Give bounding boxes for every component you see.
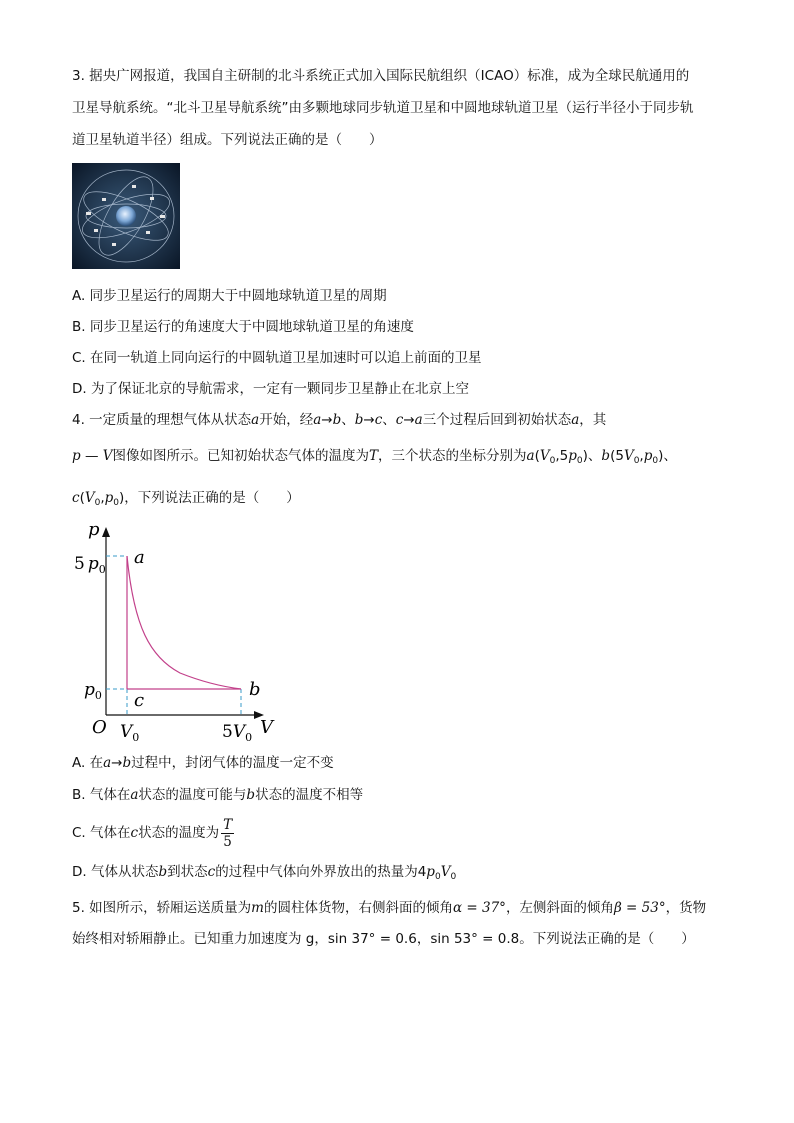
q4-stem-line2: p — V图像如图所示。已知初始状态气体的温度为T，三个状态的坐标分别为$a(V_0,5p_0)$、$b(5V_0,p_0)$、 — [72, 448, 677, 466]
q5-stem-line1: 5. 如图所示，轿厢运送质量为m的圆柱体货物，右侧斜面的倾角α = 37°，左侧斜面的倾角β = 53°，货物 — [72, 900, 707, 916]
origin-label: O — [92, 717, 107, 738]
y-axis-arrow — [102, 527, 110, 537]
curve-a-to-b — [127, 556, 241, 689]
point-a-label: a — [134, 547, 145, 568]
point-b-label: b — [249, 679, 261, 700]
q3-option-b[interactable]: B. 同步卫星运行的角速度大于中圆地球轨道卫星的角速度 — [72, 319, 414, 335]
q3-stem-line2: 卫星导航系统。“北斗卫星导航系统”由多颗地球同步轨道卫星和中圆地球轨道卫星（运行半径小于同步轨 — [72, 100, 694, 116]
q4-option-d[interactable]: D. 气体从状态b到状态c的过程中气体向外界放出的热量为$4p_0V_0$ — [72, 864, 457, 882]
q4-option-c[interactable]: C. 气体在c状态的温度为 $\frac{T}{5}$ — [72, 816, 233, 850]
q3-stem-line3: 道卫星轨道半径）组成。下列说法正确的是（ ） — [72, 132, 383, 148]
q3-option-d[interactable]: D. 为了保证北京的导航需求，一定有一颗同步卫星静止在北京上空 — [72, 381, 469, 397]
tick-5p0: 5 $p_0$ — [74, 554, 106, 576]
q4-option-b[interactable]: B. 气体在a状态的温度可能与b状态的温度不相等 — [72, 787, 364, 803]
x-axis-label: V — [260, 717, 273, 738]
q3-stem-line1: 3. 据央广网报道，我国自主研制的北斗系统正式加入国际民航组织（ICAO）标准，成为全球民航通用的 — [72, 68, 690, 84]
q5-stem-line2: 始终相对轿厢静止。已知重力加速度为 g，sin 37° = 0.6，sin 53° = 0.8。下列说法正确的是（ ） — [72, 931, 695, 947]
q3-option-a[interactable]: A. 同步卫星运行的周期大于中圆地球轨道卫星的周期 — [72, 288, 387, 304]
pv-graph — [70, 517, 290, 749]
q4-stem-line1: 4. 一定质量的理想气体从状态a开始，经a→b、b→c、c→a三个过程后回到初始状态a，其 — [72, 412, 607, 428]
y-axis-label: p — [88, 519, 100, 540]
tick-v0: $V_0$ — [120, 722, 140, 744]
point-c-label: c — [134, 690, 145, 711]
q4-stem-line3: $c(V_0,p_0)$，下列说法正确的是（ ） — [72, 490, 300, 508]
tick-5v0: $5V_0$ — [222, 722, 253, 744]
satellite-orbit-image — [72, 163, 180, 269]
tick-p0: $p_0$ — [84, 680, 102, 702]
fraction-t-over-5: $\frac{T}{5}$ — [223, 816, 233, 850]
q4-option-a[interactable]: A. 在a→b过程中，封闭气体的温度一定不变 — [72, 755, 334, 771]
q3-option-c[interactable]: C. 在同一轨道上同向运行的中圆轨道卫星加速时可以追上前面的卫星 — [72, 350, 482, 366]
